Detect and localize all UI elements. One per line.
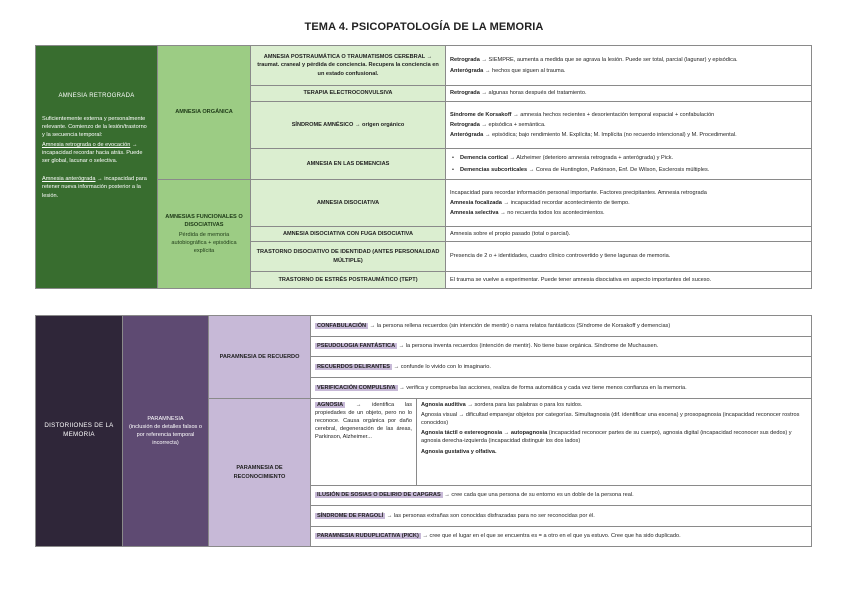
row-content [446, 86, 812, 102]
bullet-item [450, 166, 807, 174]
item-text: → la persona rellena recuerdos (sin intención de mentir) o narra relatos fantásticos (Síndrome de Korsakoff y demencias) [368, 322, 671, 329]
recuerdo-cell: PARAMNESIA DE RECUERDO [209, 316, 311, 399]
agnosia-desc: → identifica las propiedades de un objeto, pero no lo reconoce. Causa orgánica por daño cerebral, degeneración de las áreas, Parkinson, Alzheimer... [315, 402, 412, 441]
evocacion-label: Amnesia retrograda o de evocación [42, 142, 131, 149]
funcionales-desc: Pérdida de memoria autobiográfica + episódica explícita [171, 231, 237, 255]
paramnesia-desc: (inclusión de detalles falsos o por referencia temporal incorrecta) [128, 423, 203, 447]
line-bold: Amnesia selectiva [450, 210, 499, 217]
row-name: TRASTORNO DE ESTRÉS POSTRAUMÁTICO (TEPT) [251, 272, 446, 289]
agnosia-text: → sordera para las palabras o para los ruidos. [465, 402, 583, 408]
item-tag: RECUERDOS DELIRANTES [317, 363, 391, 370]
item-text: → cree cada que una persona de su entorno es un doble de la persona real. [442, 492, 634, 499]
line-text: → incapacidad recordar acontecimiento de tiempo. [501, 199, 630, 206]
funcionales-title: AMNESIAS FUNCIONALES O DISOCIATIVAS [165, 213, 243, 228]
line-bold: Retrograda [450, 90, 480, 97]
line-text: → SIEMPRE, aumenta a medida que se agrava la lesión. Puede ser total, parcial (lagunar) y episódica. [479, 57, 738, 64]
agnosia-types [417, 399, 812, 486]
row-name: AMNESIA DISOCIATIVA CON FUGA DISOCIATIVA [251, 227, 446, 242]
line-bold: Síndrome de Korsakoff [450, 111, 512, 118]
item-text: → verifica y comprueba las acciones, realiza de forma automática y cada vez tiene menos confianza en la memoria. [397, 384, 687, 391]
item-tag: VERIFICACIÓN COMPULSIVA [317, 384, 396, 391]
anterograda-label: Amnesia anterógrada [42, 176, 96, 183]
item-tag: SÍNDROME DE FRAGOLÍ [317, 512, 384, 519]
reconocimiento-row [311, 486, 812, 506]
anterograda-text: → incapacidad para retener nueva información posterior a la lesión. [42, 176, 147, 199]
agnosia-cell [311, 399, 417, 486]
item-tag: PSEUDOLOGIA FANTÁSTICA [317, 343, 396, 350]
line-bold: Anterógrada [450, 132, 484, 139]
bullet-item [450, 154, 807, 162]
agnosia-text: (incapacidad reconocer partes de su cuerpo), agnosia digital (incapacidad reconocer sus dedos) y agnosia derecha-izquierda (incapacidad distinguir los dos lados) [421, 430, 792, 445]
item-tag: CONFABULACIÓN [317, 322, 367, 329]
row-name: SÍNDROME AMNÉSICO → origen orgánico [251, 102, 446, 149]
paramnesia-title: PARAMNESIA [147, 415, 184, 422]
item-text: → las personas extrañas son conocidas disfrazadas para no ser reconocidas por él. [385, 512, 595, 519]
agnosia-bold: Agnosia gustativa y olfativa. [421, 448, 497, 455]
row-content [446, 149, 812, 180]
distorsiones-table [35, 315, 812, 547]
row-name: TERAPIA ELECTROCONVULSIVA [251, 86, 446, 102]
line-bold: Amnesia focalizada [450, 199, 502, 206]
retrograda-desc: Suficientemente externa y personalmente relevante. Comienzo de la lesión/trastorno y la secuencia temporal: [42, 115, 147, 138]
bullet-bold: Demencias subcorticales [460, 166, 528, 173]
line-text: Amnesia sobre el propio pasado (total o parcial). [450, 230, 571, 237]
line-text: Incapacidad para recordar información personal importante. Factores precipitantes. Amnesia retrograda [450, 189, 707, 196]
row-name: AMNESIA EN LAS DEMENCIAS [251, 149, 446, 180]
line-text: → episódica; bajo rendimiento M. Explícita; M. Implícita (no recuerdo intencional) y M. Procedimental. [483, 132, 737, 139]
line-text: → episódica + semántica. [479, 121, 546, 128]
retrograda-evocacion [42, 141, 151, 165]
bullet-bold: Demencia cortical [460, 155, 508, 162]
item-text: → cree que el lugar en el que se encuentra es = a otro en el que ya estuvo. Cree que ha sido duplicado. [420, 533, 681, 540]
bullet-text: → Alzheimer (deterioro amnesia retrograda + anterógrada) y Pick. [507, 155, 674, 162]
agnosia-bold: Agnosia táctil o estereognosia → autopagnosia [421, 430, 548, 437]
agnosia-text: Agnosia visual → dificultad emparejar objetos por categorías. Simultagnosia (dif. identificar una escena) y prosopagnosia (incapacidad reconocer rostros conocidos) [421, 412, 800, 427]
retrograda-anterograda [42, 175, 151, 199]
page-title: TEMA 4. PSICOPATOLOGÍA DE LA MEMORIA [304, 21, 544, 33]
recuerdo-row [311, 378, 812, 399]
amnesia-table [35, 45, 812, 289]
reconocimiento-row [311, 527, 812, 547]
item-tag: ILUSIÓN DE SOSIAS O DELIRIO DE CAPGRAS [317, 492, 441, 499]
reconocimiento-cell: PARAMNESIA DE RECONOCIMIENTO [209, 399, 311, 547]
retrograda-cell [36, 46, 158, 289]
recuerdo-row [311, 357, 812, 378]
line-bold: Retrograda [450, 121, 480, 128]
row-name: AMNESIA DISOCIATIVA [251, 180, 446, 227]
item-text: → confunde lo vivido con lo imaginario. [392, 363, 491, 370]
row-content [446, 272, 812, 289]
line-bold: Retrograda [450, 57, 480, 64]
item-tag: PARAMNESIA RUDUPLICATIVA (PICK) [317, 533, 419, 540]
row-content [446, 180, 812, 227]
row-content [446, 227, 812, 242]
line-text: El trauma se vuelve a experimentar. Puede tener amnesia disociativa en aspecto importantes del suceso. [450, 276, 712, 283]
organica-cell: AMNESIA ORGÁNICA [158, 46, 251, 180]
paramnesia-cell [123, 316, 209, 547]
agnosia-tag: AGNOSIA [317, 402, 344, 408]
row-content [446, 242, 812, 272]
row-name: AMNESIA POSTRAUMÁTICA O TRAUMATISMOS CEREBRAL → traumat. craneal y pérdida de conciencia. Recupera la conciencia en un estado confusional. [251, 46, 446, 86]
bullet-text: → Corea de Huntington, Parkinson, Enf. De Wilson, Esclerosis múltiples. [527, 166, 710, 173]
reconocimiento-row [311, 506, 812, 527]
line-text: → amnesia hechos recientes + desorientación temporal espacial + confabulación [511, 111, 715, 118]
item-text: → la persona inventa recuerdos (intención de mentir). No tiene base orgánica. Síndrome de Muchausen. [397, 343, 659, 350]
row-content [446, 46, 812, 86]
recuerdo-row [311, 316, 812, 337]
row-content [446, 102, 812, 149]
agnosia-bold: Agnosia auditiva [421, 402, 466, 408]
line-bold: Anterógrada [450, 67, 484, 74]
distorsiones-cell: DISTORIIONES DE LA MEMORIA [36, 316, 123, 547]
line-text: → hechos que siguen al trauma. [483, 67, 566, 74]
evocacion-text: → incapacidad recordar hacia atrás. Puede ser global, lacunar o selectiva. [42, 142, 143, 165]
retrograda-title: AMNESIA RETROGRADA [58, 93, 135, 99]
line-text: → no recuerda todos los acontecimientos. [498, 210, 605, 217]
row-name: TRASTORNO DISOCIATIVO DE IDENTIDAD (ANTES PERSONALIDAD MÚLTIPLE) [251, 242, 446, 272]
funcionales-cell [158, 180, 251, 289]
line-text: → algunas horas después del tratamiento. [479, 90, 587, 97]
line-text: Presencia de 2 o + identidades, cuadro clínico controvertido y tiene lagunas de memoria. [450, 253, 671, 260]
recuerdo-row [311, 337, 812, 357]
